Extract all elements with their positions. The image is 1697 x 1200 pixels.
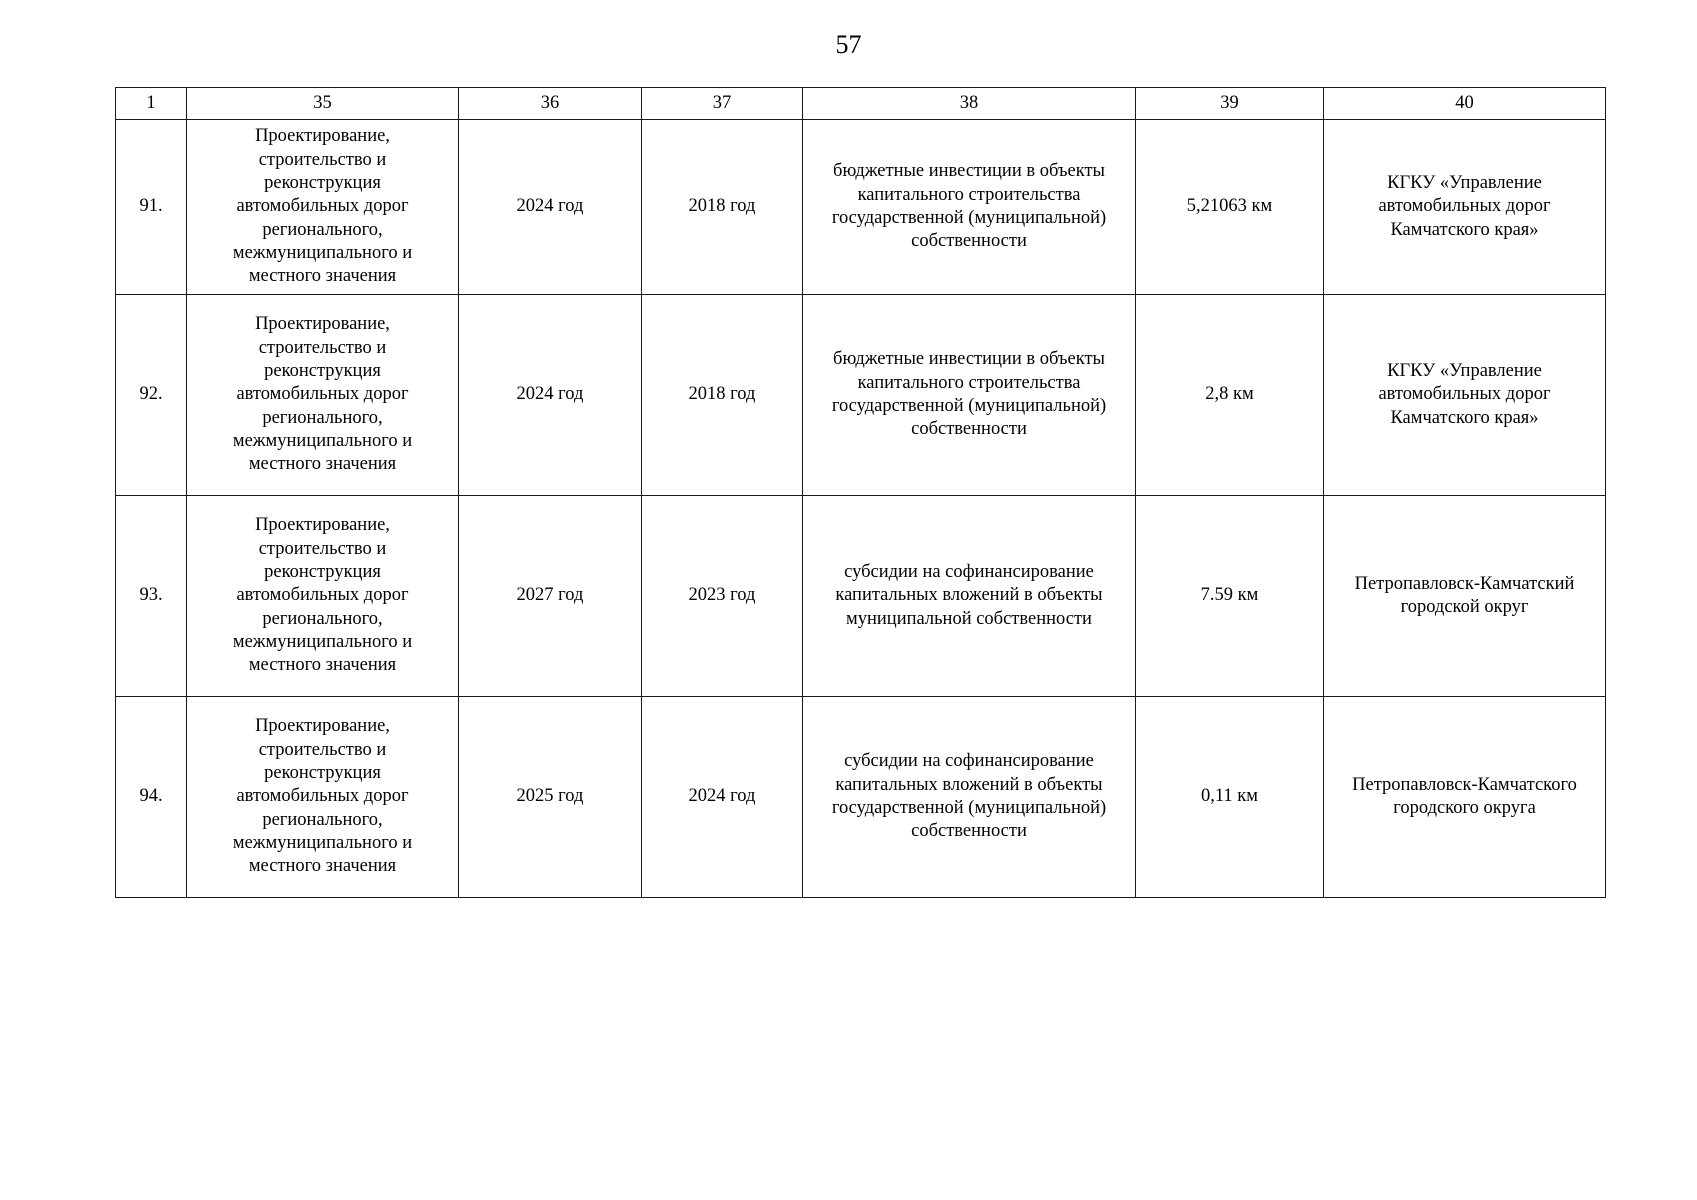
column-header: 37 — [642, 88, 803, 120]
table-row — [116, 496, 1606, 697]
start-year-cell: 2023 год — [642, 496, 803, 697]
capacity-cell: 5,21063 км — [1136, 120, 1324, 295]
end-year-cell: 2025 год — [459, 697, 642, 898]
column-header: 40 — [1324, 88, 1606, 120]
activity-cell: Проектирование, строительство и реконструкция автомобильных дорог регионального, межмуниципального и местного значения — [187, 295, 459, 496]
row-number: 91. — [116, 120, 187, 295]
table-row — [116, 120, 1606, 295]
column-header: 36 — [459, 88, 642, 120]
column-header: 1 — [116, 88, 187, 120]
funding-form-cell: бюджетные инвестиции в объекты капитального строительства государственной (муниципальной) собственности — [803, 295, 1136, 496]
end-year-cell: 2027 год — [459, 496, 642, 697]
customer-cell: Петропавловск-Камчатского городского округа — [1324, 697, 1606, 898]
data-table — [115, 87, 1606, 898]
activity-cell: Проектирование, строительство и реконструкция автомобильных дорог регионального, межмуниципального и местного значения — [187, 120, 459, 295]
funding-form-cell: субсидии на софинансирование капитальных вложений в объекты муниципальной собственности — [803, 496, 1136, 697]
capacity-cell: 7.59 км — [1136, 496, 1324, 697]
end-year-cell: 2024 год — [459, 295, 642, 496]
start-year-cell: 2024 год — [642, 697, 803, 898]
end-year-cell: 2024 год — [459, 120, 642, 295]
row-number: 94. — [116, 697, 187, 898]
customer-cell: КГКУ «Управление автомобильных дорог Камчатского края» — [1324, 295, 1606, 496]
capacity-cell: 0,11 км — [1136, 697, 1324, 898]
column-header: 35 — [187, 88, 459, 120]
customer-cell: Петропавловск-Камчатский городской округ — [1324, 496, 1606, 697]
column-header: 39 — [1136, 88, 1324, 120]
funding-form-cell: бюджетные инвестиции в объекты капитального строительства государственной (муниципальной) собственности — [803, 120, 1136, 295]
row-number: 93. — [116, 496, 187, 697]
customer-cell: КГКУ «Управление автомобильных дорог Камчатского края» — [1324, 120, 1606, 295]
table-row — [116, 697, 1606, 898]
activity-cell: Проектирование, строительство и реконструкция автомобильных дорог регионального, межмуниципального и местного значения — [187, 697, 459, 898]
capacity-cell: 2,8 км — [1136, 295, 1324, 496]
start-year-cell: 2018 год — [642, 295, 803, 496]
table-header-row — [116, 88, 1606, 120]
page-number: 57 — [835, 30, 862, 59]
column-header: 38 — [803, 88, 1136, 120]
activity-cell: Проектирование, строительство и реконструкция автомобильных дорог регионального, межмуниципального и местного значения — [187, 496, 459, 697]
row-number: 92. — [116, 295, 187, 496]
table-row — [116, 295, 1606, 496]
start-year-cell: 2018 год — [642, 120, 803, 295]
funding-form-cell: субсидии на софинансирование капитальных вложений в объекты государственной (муниципальной) собственности — [803, 697, 1136, 898]
